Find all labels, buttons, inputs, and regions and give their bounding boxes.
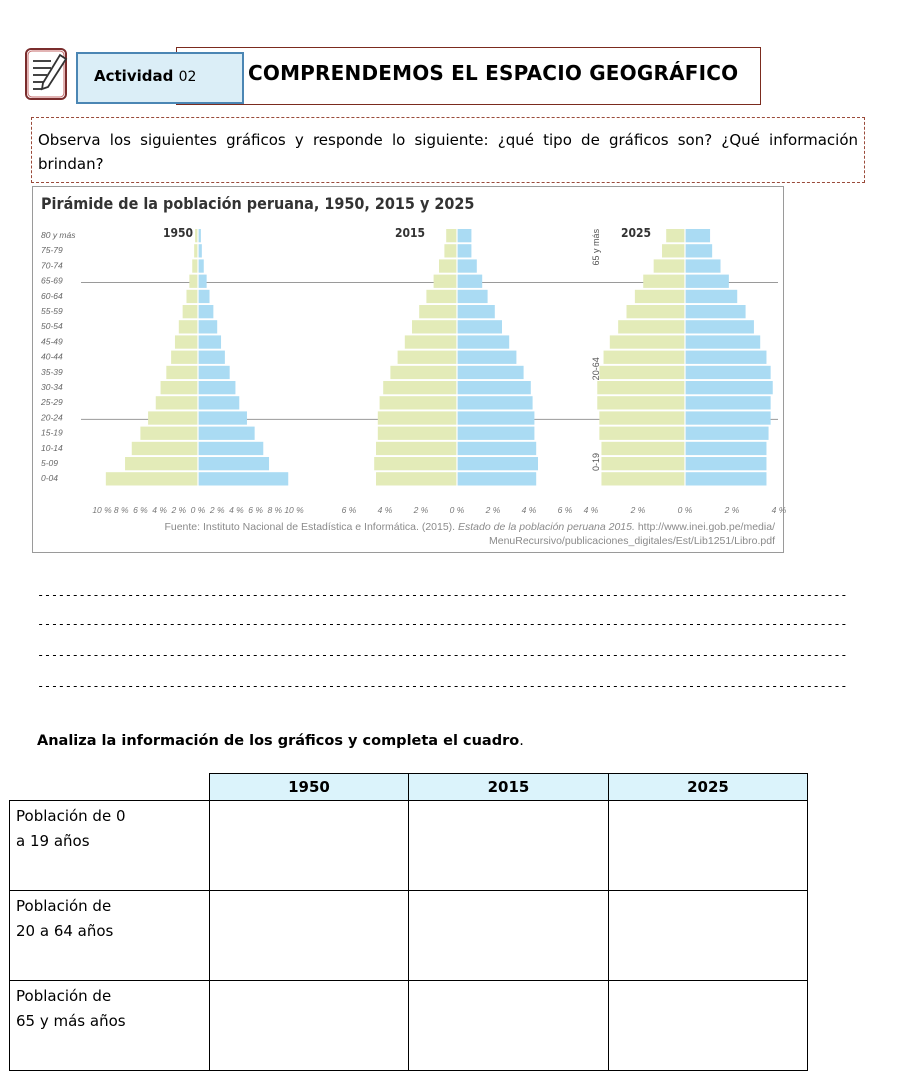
bar-male-1950 [171, 351, 198, 364]
bar-male-1950 [140, 427, 198, 440]
activity-number: 02 [178, 69, 197, 85]
analysis-table [9, 773, 808, 1071]
bar-female-2015 [457, 229, 471, 242]
bar-male-2025 [627, 305, 685, 318]
bar-female-2015 [457, 366, 524, 379]
col-header-1950: 1950 [210, 774, 409, 801]
answer-line-3[interactable]: --------------------------------------------------------------------------------------------------------------------- [37, 648, 848, 662]
bar-female-1950 [198, 335, 221, 348]
bar-male-2025 [597, 396, 685, 409]
bar-female-2025 [685, 411, 771, 424]
x-tick-label: 8 % [267, 505, 283, 515]
bar-female-1950 [198, 411, 247, 424]
bar-female-1950 [198, 396, 239, 409]
source-title: Estado de la población peruana 2015. [458, 521, 638, 533]
age-group-label: 20-64 [591, 357, 601, 381]
x-tick-label: 2 % [485, 505, 501, 515]
x-tick-label: 8 % [113, 505, 129, 515]
x-tick-label: 0 % [677, 505, 693, 515]
bar-female-2015 [457, 320, 502, 333]
source-url: http://www.inei.gob.pe/media/ [637, 521, 775, 533]
bar-male-2015 [374, 457, 457, 470]
x-tick-label: 4 % [583, 505, 599, 515]
bar-male-2025 [604, 351, 685, 364]
pyramid-svg [33, 187, 787, 552]
age-label: 20-24 [41, 412, 63, 423]
bar-male-2015 [444, 244, 457, 257]
bar-male-2015 [439, 259, 457, 272]
bar-female-2025 [685, 320, 754, 333]
answer-cell[interactable] [609, 981, 808, 1071]
age-label: 60-64 [41, 290, 63, 301]
bar-female-1950 [198, 457, 269, 470]
bar-male-1950 [186, 290, 198, 303]
bar-male-1950 [183, 305, 198, 318]
activity-label [94, 67, 196, 85]
analysis-suffix: . [519, 733, 524, 749]
analysis-instruction [37, 733, 524, 749]
age-label: 10-14 [41, 442, 63, 453]
bar-female-1950 [198, 275, 207, 288]
bar-male-2025 [635, 290, 685, 303]
age-label: 40-44 [41, 351, 63, 362]
bar-female-2025 [685, 442, 766, 455]
bar-female-2015 [457, 275, 482, 288]
bar-female-2015 [457, 381, 531, 394]
bar-female-1950 [198, 442, 263, 455]
answer-cell[interactable] [409, 981, 609, 1071]
bar-male-2025 [601, 457, 685, 470]
x-tick-label: 0 % [449, 505, 465, 515]
row-label-0-19 [10, 801, 210, 891]
bar-male-2025 [654, 259, 685, 272]
bar-male-2015 [383, 381, 457, 394]
source-prefix: Fuente: Instituto Nacional de Estadística e Informática. (2015). [164, 521, 459, 533]
table-header-row [10, 774, 808, 801]
bar-female-2025 [685, 472, 766, 485]
x-tick-label: 10 % [284, 505, 304, 515]
bar-male-1950 [148, 411, 198, 424]
answer-line-4[interactable]: --------------------------------------------------------------------------------------------------------------------- [37, 679, 848, 693]
bar-female-2025 [685, 396, 771, 409]
row-label-line: 20 a 64 años [16, 922, 114, 940]
age-label: 50-54 [41, 321, 63, 332]
x-tick-label: 6 % [133, 505, 148, 515]
answer-cell[interactable] [609, 891, 808, 981]
bar-male-2025 [599, 366, 685, 379]
bar-female-2025 [685, 259, 721, 272]
x-tick-label: 2 % [630, 505, 646, 515]
bar-female-2025 [685, 351, 766, 364]
bar-female-2025 [685, 275, 729, 288]
bar-female-1950 [198, 381, 235, 394]
row-label-line: 65 y más años [16, 1012, 126, 1030]
bar-male-1950 [132, 442, 198, 455]
age-label: 45-49 [41, 336, 63, 347]
bar-female-2015 [457, 290, 488, 303]
age-label: 25-29 [41, 397, 63, 408]
population-pyramid-chart [32, 186, 787, 553]
row-label-line: Población de 0 [16, 807, 126, 825]
bar-female-1950 [198, 351, 225, 364]
bar-male-2025 [599, 427, 685, 440]
age-label: 30-34 [41, 382, 63, 392]
bar-male-1950 [189, 275, 198, 288]
bar-female-2015 [457, 427, 534, 440]
bar-male-1950 [192, 259, 198, 272]
row-label-line: Población de [16, 897, 112, 915]
answer-cell[interactable] [609, 801, 808, 891]
bar-female-2015 [457, 442, 536, 455]
row-label-65-plus [10, 981, 210, 1071]
bar-female-2015 [457, 457, 538, 470]
bar-male-1950 [161, 381, 198, 394]
answer-cell[interactable] [210, 801, 409, 891]
x-tick-label: 2 % [209, 505, 225, 515]
row-label-line: a 19 años [16, 832, 90, 850]
bar-male-2015 [405, 335, 457, 348]
bar-male-1950 [106, 472, 198, 485]
x-tick-label: 4 % [771, 505, 787, 515]
col-header-2025: 2025 [609, 774, 808, 801]
bar-female-2025 [685, 244, 712, 257]
age-label: 35-39 [41, 366, 63, 377]
x-tick-label: 0 % [190, 505, 206, 515]
age-label: 80 y más [41, 230, 76, 240]
x-tick-label: 4 % [229, 505, 244, 515]
age-label: 0-04 [41, 473, 59, 484]
x-tick-label: 4 % [377, 505, 393, 515]
bar-male-1950 [175, 335, 198, 348]
bar-female-2025 [685, 229, 710, 242]
x-tick-label: 2 % [413, 505, 429, 515]
bar-male-2015 [390, 366, 457, 379]
bar-male-2025 [599, 411, 685, 424]
x-tick-label: 2 % [724, 505, 740, 515]
row-label-20-64 [10, 891, 210, 981]
row-label-line: Población de [16, 987, 112, 1005]
col-header-2015: 2015 [409, 774, 609, 801]
bar-male-2015 [398, 351, 457, 364]
bar-female-2015 [457, 411, 534, 424]
pyramid-year-2025: 2025 [621, 226, 652, 240]
x-tick-label: 6 % [557, 505, 573, 515]
chart-title: Pirámide de la población peruana, 1950, 2015 y 2025 [41, 194, 475, 213]
bar-female-2025 [685, 335, 760, 348]
bar-female-2025 [685, 427, 769, 440]
bar-female-2015 [457, 472, 536, 485]
bar-male-2025 [601, 472, 685, 485]
bar-female-2015 [457, 335, 509, 348]
answer-line-1[interactable]: --------------------------------------------------------------------------------------------------------------------- [37, 588, 848, 602]
bar-female-2015 [457, 351, 516, 364]
bar-male-2015 [376, 472, 457, 485]
bar-male-1950 [125, 457, 198, 470]
bar-male-2015 [419, 305, 457, 318]
bar-male-2015 [378, 427, 457, 440]
bar-male-2025 [662, 244, 685, 257]
age-label: 65-69 [41, 275, 63, 286]
bar-male-1950 [179, 320, 198, 333]
table-row [10, 801, 808, 891]
age-group-label: 65 y más [591, 228, 601, 266]
x-tick-label: 4 % [521, 505, 537, 515]
bar-female-2025 [685, 366, 771, 379]
notepad-pencil-icon [24, 45, 70, 101]
bar-male-2025 [618, 320, 685, 333]
analysis-bold: Analiza la información de los gráficos y completa el cuadro [37, 733, 520, 749]
bar-female-1950 [198, 290, 210, 303]
x-tick-label: 6 % [341, 505, 357, 515]
table-corner [10, 774, 210, 801]
chart-source-line-1 [164, 521, 775, 533]
bar-male-2015 [376, 442, 457, 455]
pyramid-year-2015: 2015 [395, 226, 426, 240]
bar-male-2015 [378, 411, 457, 424]
bar-male-2015 [434, 275, 457, 288]
bar-male-2025 [666, 229, 685, 242]
instruction-text: Observa los siguientes gráficos y responde lo siguiente: ¿qué tipo de gráficos son? ¿Qué información brindan? [38, 131, 858, 173]
bar-female-2025 [685, 290, 737, 303]
bar-male-1950 [156, 396, 198, 409]
page-title: COMPRENDEMOS EL ESPACIO GEOGRÁFICO [248, 61, 739, 85]
bar-male-2025 [610, 335, 685, 348]
bar-female-2015 [457, 244, 471, 257]
bar-female-1950 [198, 259, 204, 272]
bar-male-1950 [166, 366, 198, 379]
answer-line-2[interactable]: --------------------------------------------------------------------------------------------------------------------- [37, 617, 848, 631]
x-tick-label: 4 % [152, 505, 167, 515]
age-label: 5-09 [41, 458, 59, 468]
bar-male-2015 [412, 320, 457, 333]
table-row [10, 891, 808, 981]
bar-male-2015 [426, 290, 457, 303]
table-row [10, 981, 808, 1071]
bar-female-2025 [685, 381, 773, 394]
bar-female-1950 [198, 305, 213, 318]
bar-female-1950 [198, 427, 255, 440]
x-tick-label: 2 % [171, 505, 187, 515]
answer-cell[interactable] [210, 981, 409, 1071]
bar-male-2025 [643, 275, 685, 288]
bar-male-2025 [597, 381, 685, 394]
activity-word: Actividad [94, 67, 174, 85]
bar-female-2015 [457, 259, 477, 272]
age-label: 70-74 [41, 260, 63, 271]
age-group-label: 0-19 [591, 452, 601, 472]
bar-female-2015 [457, 305, 495, 318]
bar-female-1950 [198, 320, 217, 333]
bar-female-1950 [198, 366, 230, 379]
bar-female-2025 [685, 457, 766, 470]
x-tick-label: 10 % [92, 505, 112, 515]
answer-cell[interactable] [409, 891, 609, 981]
bar-female-2025 [685, 305, 746, 318]
answer-cell[interactable] [409, 801, 609, 891]
bar-male-2015 [446, 229, 457, 242]
age-label: 75-79 [41, 245, 63, 256]
chart-source-line-2: MenuRecursivo/publicaciones_digitales/Est/Lib1251/Libro.pdf [488, 535, 775, 547]
age-label: 55-59 [41, 306, 63, 316]
bar-male-2025 [601, 442, 685, 455]
bar-female-1950 [198, 472, 288, 485]
bar-male-2015 [380, 396, 457, 409]
age-label: 15-19 [41, 427, 63, 438]
answer-cell[interactable] [210, 891, 409, 981]
pyramid-year-1950: 1950 [163, 226, 194, 240]
x-tick-label: 6 % [248, 505, 263, 515]
bar-female-2015 [457, 396, 533, 409]
